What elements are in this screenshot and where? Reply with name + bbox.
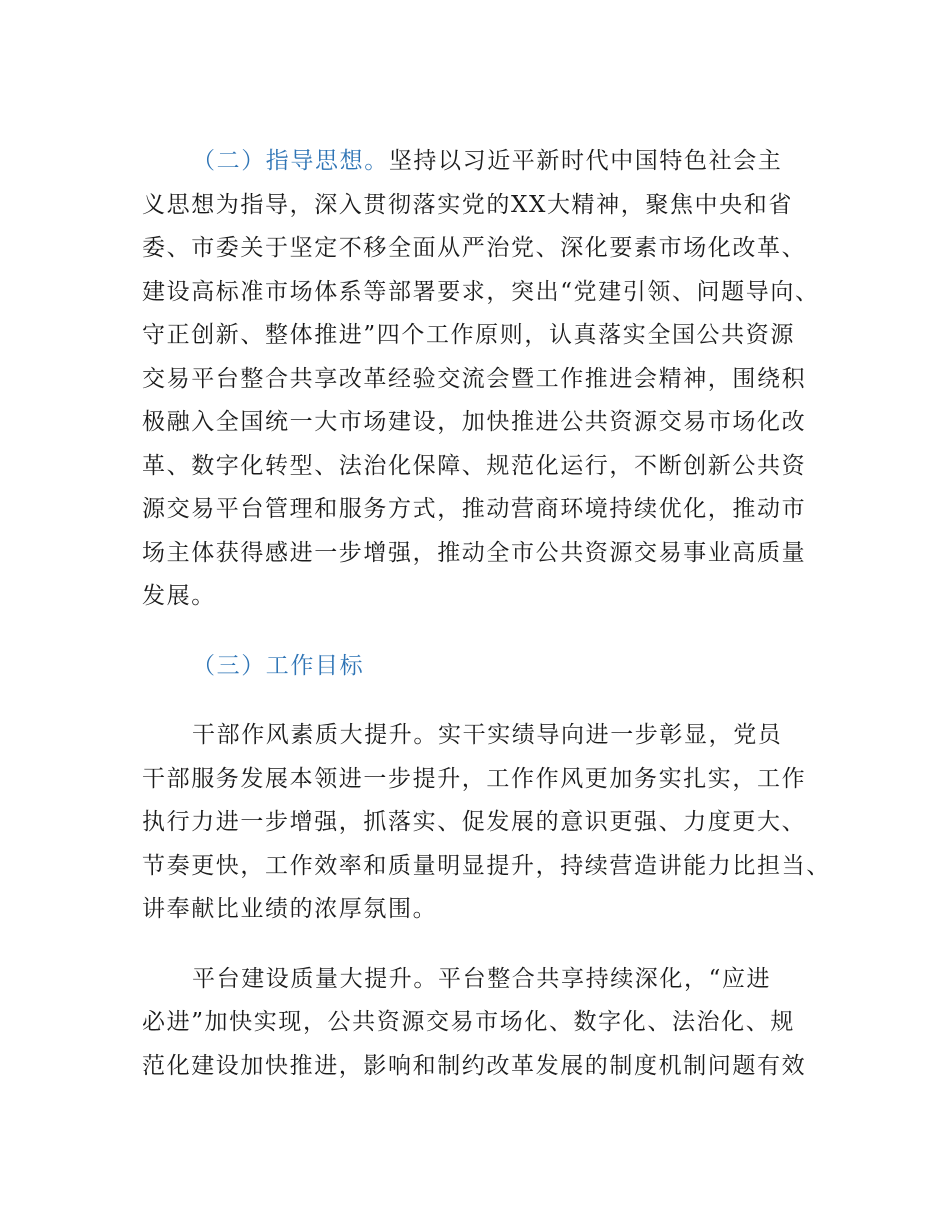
paragraph-line: 干部作风素质大提升。实干实绩导向进一步彰显，党员 xyxy=(192,722,783,748)
paragraph-line: 建设高标准市场体系等部署要求，突出“党建引领、问题导向、 xyxy=(142,278,820,305)
paragraph-line xyxy=(142,140,822,184)
paragraph-line: 义思想为指导，深入贯彻落实党的XX大精神，聚焦中央和省 xyxy=(142,191,793,218)
section-heading-work-goals: （三）工作目标 xyxy=(192,652,365,679)
paragraph-line: 革、数字化转型、法治化保障、规范化运行，不断创新公共资 xyxy=(142,452,807,479)
paragraph-line: 节奏更快，工作效率和质量明显提升，持续营造讲能力比担当、 xyxy=(142,852,831,879)
paragraph-line: 平台建设质量大提升。平台整合共享持续深化，“应进 xyxy=(192,965,772,992)
line-text: 坚持以习近平新时代中国特色社会主 xyxy=(388,148,783,174)
paragraph-line: 守正创新、整体推进”四个工作原则，认真落实全国公共资源 xyxy=(142,322,795,348)
paragraph-line: 干部服务发展本领进一步提升，工作作风更加务实扎实，工作 xyxy=(142,765,807,792)
paragraph-spacer xyxy=(142,932,822,958)
paragraph-line: 委、市委关于坚定不移全面从严治党、深化要素市场化改革、 xyxy=(142,235,807,261)
paragraph-line: 执行力进一步增强，抓落实、促发展的意识更强、力度更大、 xyxy=(142,809,807,835)
paragraph-line: 极融入全国统一大市场建设，加快推进公共资源交易市场化改 xyxy=(142,409,807,435)
cadre-quality-paragraph xyxy=(142,714,831,932)
paragraph-line: 源交易平台管理和服务方式，推动营商环境持续优化，推动市 xyxy=(142,496,807,522)
paragraph-line: 交易平台整合共享改革经验交流会暨工作推进会精神，围绕积 xyxy=(142,365,807,392)
paragraph-line: 场主体获得感进一步增强，推动全市公共资源交易事业高质量 xyxy=(142,539,807,566)
paragraph-spacer xyxy=(142,688,822,714)
paragraph-line: 范化建设加快推进，影响和制约改革发展的制度机制问题有效 xyxy=(142,1052,807,1079)
platform-quality-paragraph xyxy=(142,958,822,1089)
work-goals-heading-paragraph xyxy=(142,645,822,689)
section-heading-guiding-thought: （二）指导思想。 xyxy=(192,148,389,174)
document-page xyxy=(142,140,831,1088)
paragraph-line: 讲奉献比业绩的浓厚氛围。 xyxy=(142,896,438,922)
paragraph-line: 必进”加快实现，公共资源交易市场化、数字化、法治化、规 xyxy=(142,1009,795,1035)
paragraph-spacer xyxy=(142,619,822,645)
paragraph-line: 发展。 xyxy=(142,583,216,609)
guiding-thought-paragraph xyxy=(142,140,822,619)
